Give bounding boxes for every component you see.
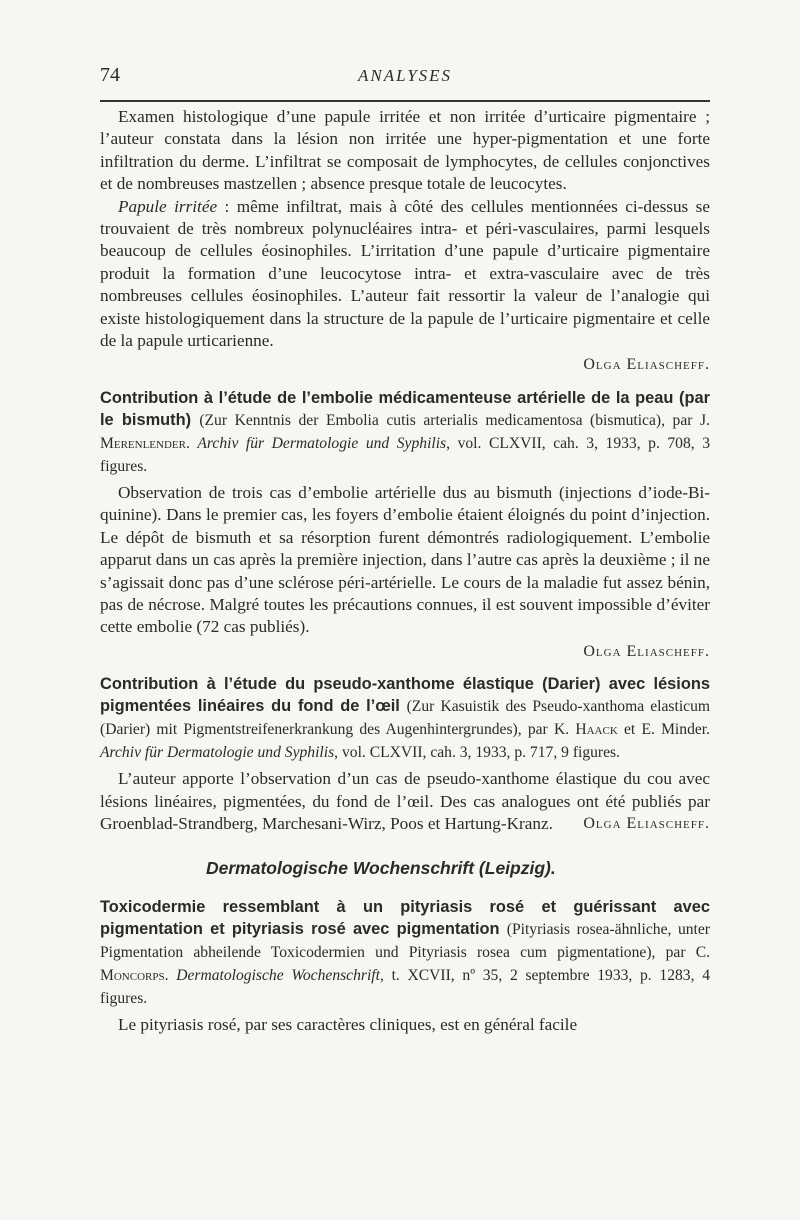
body-text: : même infiltrat, mais à côté des cellules mentionnées ci-dessus se trouvaient de très nombreux polynucléaires intra- et péri-vasculaires, parmi lesquels beaucoup de cellules éosinophiles. L’irritation d’une papule d’urticaire pigmentaire produit la formation d’une leucocytose intra- et extra-vasculaire avec de très nombreuses cellules éosinophiles. L’auteur fait ressortir la valeur de l’analogie qui existe histologiquement dans la structure de la papule de l’urticaire pigmentaire et celle de la papule urticarienne. <box>100 196 710 351</box>
entry-text: L’auteur apporte l’observation d’un cas de pseudo-xanthome élastique du cou avec lésions linéaires, pigmentées, du fond de l’œil. Des cas analogues ont été publiés par Groenblad-Strandberg, Marchesani-Wirz, Poos et Hartung-Kranz. Olga Eliascheff. <box>100 768 710 835</box>
body-paragraph: Examen histologique d’une papule irritée et non irritée d’urticaire pigmentaire ; l’auteur constata dans la lésion non irritée une hyper-pigmentation et une forte infiltration du derme. L’infiltrat se composait de lymphocytes, de cellules conjonctives et de nombreuses mastzellen ; absence presque totale de leucocytes. <box>100 107 710 194</box>
entry-title-text: Contribution à l’étude de l’embolie médicamenteuse artérielle de la peau (par le bismuth) <box>100 388 710 429</box>
entry-author: Moncorps <box>100 966 165 984</box>
page-header <box>100 64 710 92</box>
journal-name: Archiv für Dermatologie und Syphilis <box>100 744 335 762</box>
entry-text: Observation de trois cas d’embolie artérielle dus au bismuth (injections d’iode-Bi-quinine). Dans le premier cas, les foyers d’embolie étaient éloignés du point d’injection. Le dépôt de bismuth et sa résorption furent démontrés radiologiquement. L’embolie apparut dans un cas après la première injection, dans l’autre cas après la deuxième ; il ne s’agissait donc pas d’une sclérose péri-artérielle. Le cours de la maladie fut assez bénin, pas de nécrose. Malgré toutes les précautions connues, il est souvent impossible d’éviter cette embolie (72 cas publiés). <box>100 482 710 637</box>
author-signature: Olga Eliascheff. <box>583 356 710 374</box>
entry-author: Merenlender <box>100 434 186 452</box>
author-signature: Olga Eliascheff. <box>583 642 710 660</box>
entry-text: Le pityriasis rosé, par ses caractères cliniques, est en général facile <box>118 1014 578 1034</box>
page-content <box>100 106 710 1036</box>
journal-name: Archiv für Dermatologie und Syphilis <box>197 434 447 452</box>
entry-citation: (Pityriasis rosea-ähnliche, unter Pigmentation abheilende Toxicodermien und Pityriasis rosea cum pigmentatione), par C. Moncorps. Dermatologische Wochenschrift, t. XCVII, nº 35, 2 septembre 1933, p. 1283, 4 figures. <box>100 920 710 1007</box>
entry-title <box>100 387 710 478</box>
abstract-entry <box>100 896 710 1036</box>
entry-title-text: Toxicodermie ressemblant à un pityriasis rosé et guérissant avec pigmentation et pityriasis rosé avec pigmentation <box>100 897 710 938</box>
page-number: 74 <box>100 64 120 86</box>
body-paragraph <box>100 196 710 353</box>
entry-title-text: Contribution à l’étude du pseudo-xanthome élastique (Darier) avec lésions pigmentées linéaires du fond de l’œil <box>100 675 710 716</box>
entry-citation: (Zur Kasuistik des Pseudo-xanthoma elasticum (Darier) mit Pigmentstreifenerkrankung des Augenhintergrundes), par K. Haack et E. Minder. Archiv für Dermatologie und Syphilis, vol. CLXVII, cah. 3, 1933, p. 717, 9 figures. <box>100 698 711 762</box>
abstract-entry <box>100 387 710 663</box>
entry-title <box>100 673 710 764</box>
header-rule <box>100 100 710 102</box>
entry-title <box>100 896 710 1010</box>
section-heading: Dermatologische Wochenschrift (Leipzig). <box>206 858 556 879</box>
journal-name: Dermatologische Wochenschrift <box>176 966 380 984</box>
entry-citation: (Zur Kenntnis der Embolia cutis arterialis medicamentosa (bismutica), par J. Merenlender. Archiv für Dermatologie und Syphilis, vol. CLXVII, cah. 3, 1933, p. 708, 3 figures. <box>100 411 710 475</box>
entry-author: Haack <box>575 721 618 739</box>
author-signature: Olga Eliascheff. <box>583 814 710 832</box>
italic-phrase: Papule irritée <box>118 196 218 216</box>
running-title: ANALYSES <box>357 66 453 85</box>
abstract-entry <box>100 673 710 835</box>
